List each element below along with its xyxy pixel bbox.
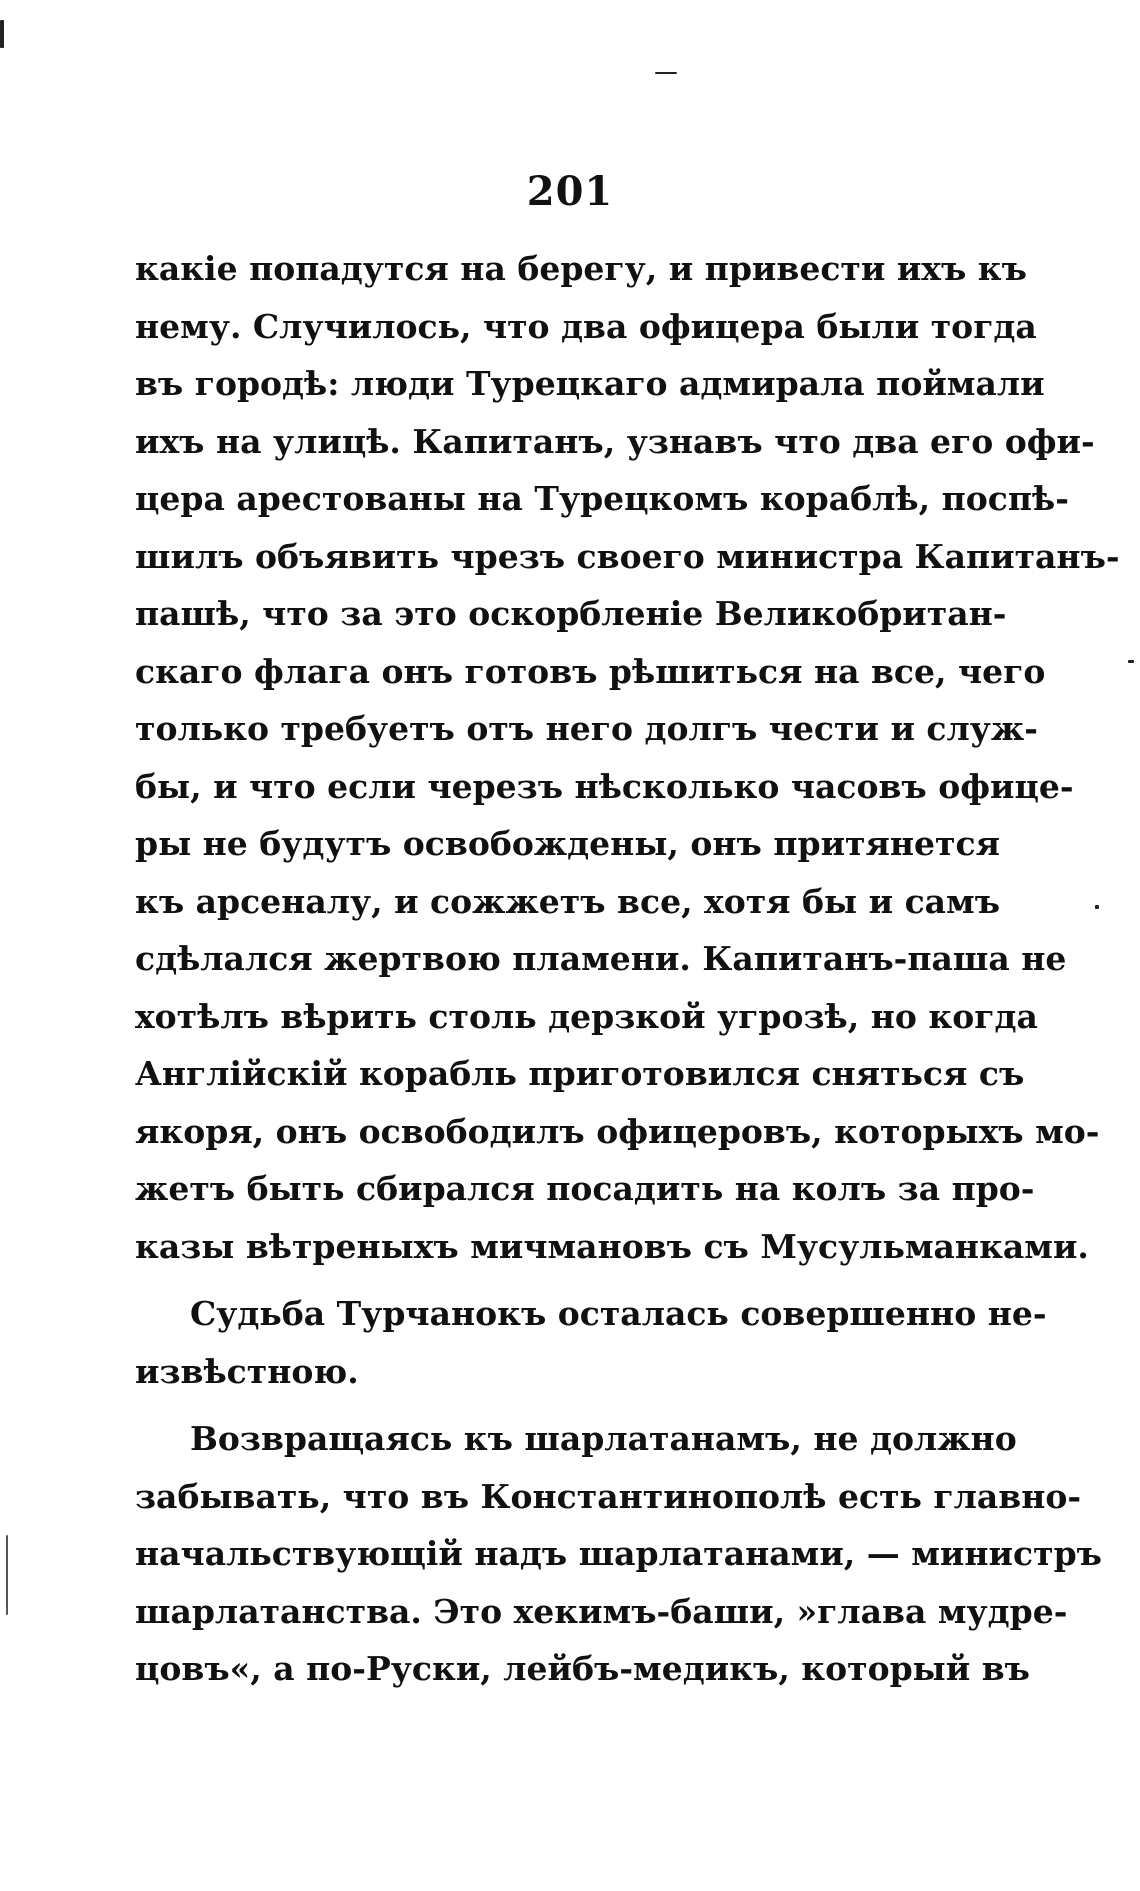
text-line: хотѣлъ вѣрить столь дерзкой угрозѣ, но когда xyxy=(135,996,1038,1036)
text-line: въ городѣ: люди Турецкаго адмирала поймали xyxy=(135,364,1045,403)
text-line: бы, и что если черезъ нѣсколько часовъ офице- xyxy=(135,766,1074,806)
text-line: начальствующій надъ шарлатанами, — министръ xyxy=(135,1534,1102,1573)
text-line: шарлатанства. Это хекимъ-баши, »глава мудре- xyxy=(135,1591,1068,1631)
text-line: шилъ объявить чрезъ своего министра Капитанъ- xyxy=(135,536,1120,576)
scan-speck xyxy=(1095,905,1099,909)
text-line: скаго флага онъ готовъ рѣшиться на все, чего xyxy=(135,651,1046,691)
body-text xyxy=(135,240,1120,1698)
paragraph-1 xyxy=(135,240,1120,1275)
text-line: какіе попадутся на берегу, и привести ихъ къ xyxy=(135,249,1027,288)
scan-speck xyxy=(655,72,677,74)
text-line: пашѣ, что за это оскорбленіе Великобритан- xyxy=(135,594,1007,633)
text-line: извѣстною. xyxy=(135,1351,359,1391)
text-line: цера арестованы на Турецкомъ кораблѣ, поспѣ- xyxy=(135,479,1069,518)
text-line: Англійскій корабль приготовился сняться съ xyxy=(135,1054,1025,1093)
paragraph-2 xyxy=(135,1285,1047,1400)
text-line: сдѣлался жертвою пламени. Капитанъ-паша не xyxy=(135,939,1067,978)
paragraph-3 xyxy=(135,1410,1102,1698)
text-line: забывать, что въ Константинополѣ есть главно- xyxy=(135,1476,1082,1516)
text-line: нему. Случилось, что два офицера были тогда xyxy=(135,306,1037,346)
text-line: жетъ быть сбирался посадить на колъ за про- xyxy=(135,1169,1035,1208)
scan-speck xyxy=(1128,660,1134,663)
text-line: къ арсеналу, и сожжетъ все, хотя бы и самъ xyxy=(135,881,1001,921)
scan-speck xyxy=(6,1535,8,1615)
text-line: казы вѣтреныхъ мичмановъ съ Мусульманками. xyxy=(135,1226,1089,1266)
text-line: только требуетъ отъ него долгъ чести и служ- xyxy=(135,709,1038,748)
page-number: 201 xyxy=(526,168,614,215)
text-line: якоря, онъ освободилъ офицеровъ, которыхъ мо- xyxy=(135,1111,1100,1151)
text-line: ры не будутъ освобождены, онъ притянется xyxy=(135,824,1000,863)
text-line: Возвращаясь къ шарлатанамъ, не должно xyxy=(190,1419,1017,1458)
scan-speck xyxy=(0,20,4,48)
text-line: ихъ на улицѣ. Капитанъ, узнавъ что два его офи- xyxy=(135,421,1095,461)
text-line: Судьба Турчанокъ осталась совершенно не- xyxy=(190,1294,1047,1333)
text-line: цовъ«, а по-Руски, лейбъ-медикъ, который въ xyxy=(135,1649,1030,1688)
